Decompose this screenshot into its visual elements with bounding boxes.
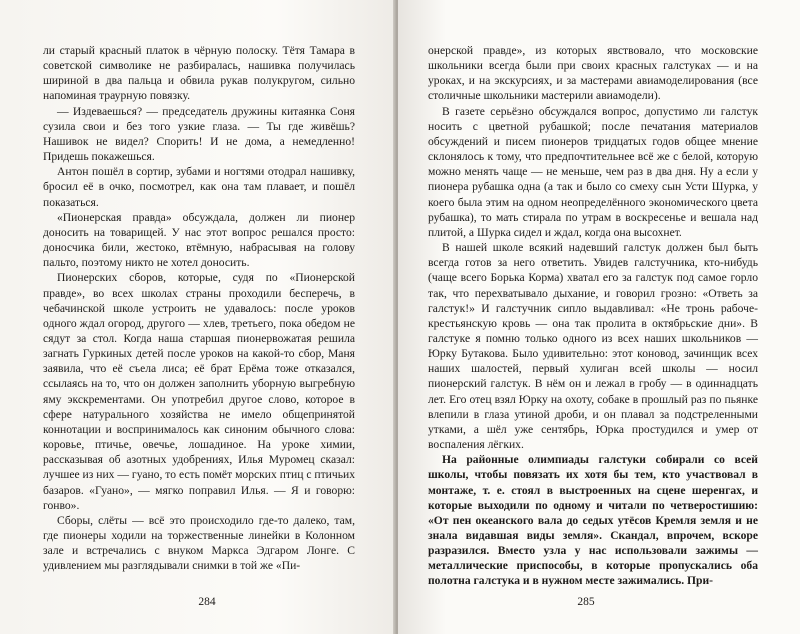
paragraph: онерской правде», из которых явствовало, что московские школьники всегда были при своих красных галстуках — и на уроках, и на экскурсиях, и за мастерами авиамоделирования (все столичные школьники мастерили авиамодели). [428, 44, 758, 103]
left-page [0, 0, 395, 634]
paragraph: Антон пошёл в сортир, зубами и ногтями отодрал нашивку, бросил её в очко, посмотрел, как она там плавает, и пошёл показаться. [43, 165, 355, 209]
paragraph: ли старый красный платок в чёрную полоску. Тётя Тамара в советской символике не разбиралась, нашивка получилась шириной в два пальца и обвила рукав полукругом, сильно напоминая траурную повязку. [43, 44, 355, 103]
paragraph: — Издеваешься? — председатель дружины китаянка Соня сузила свои и без того узкие глаза. — Ты где живёшь? Нашивок не видел? Спорить! И не дома, а немедленно! Придешь покажешься. [43, 104, 355, 164]
left-page-text [43, 43, 355, 573]
page-number: 285 [577, 596, 595, 608]
paragraph: На районные олимпиады галстуки собирали со всей школы, чтобы повязать их хотя бы тем, кто участвовал в монтаже, т. е. стоял в выстроенных на сцене шеренгах, и которые выходили по одному и читали по четверостишию: «От пен океанского вала до седых утёсов Кремля земля и не знала видавшая виды земля». Скандал, впрочем, вскоре разразился. Вместо узла у нас использовали зажимы — металлические приспособы, в которые пропускались оба полотна галстука и в нужном месте зажимались. При- [428, 453, 758, 588]
paragraph: В газете серьёзно обсуждался вопрос, допустимо ли галстук носить с цветной рубашкой; после печатания материалов обсуждений и писем пионеров тридцатых годов общее мнение склонялось к тому, что предпочтительнее всё же с белой, которую можно менять чаще — не меньше, чем раз в два дня. Ну а если у пионера рубашка одна (а так и было со смеху сын Усти Шурка, у коего была этим на одном неопределённого экономического цвета рубашка), то мать стирала по утрам в воскресенье и вешала над плитой, а Шурка сидел и ждал, когда она высохнет. [428, 104, 758, 239]
paragraph: В нашей школе всякий надевший галстук должен был быть всегда готов за него ответить. Увидев галстучника, кто-нибудь (чаще всего Борька Корма) хватал его за галстук под самое горло так, что перехватывало дыхание, и говорил грозно: «Ответь за галстук!» И галстучник сипло выдавливал: «Не тронь рабоче-крестьянскую кровь — она так пролита в октябрьские дни». В галстуке я помню только одного из всех наших школьников — Юрку Бутакова. Было удивительно: этот коновод, зачинщик всех наших шалостей, первый хулиган всей школы — носил пионерский галстук. В нём он и лежал в гробу — в одиннадцать лет. Его отец взял Юрку на охоту, собаке в прошлый раз по пьянке влепили в глаза утиной дроби, и он плавал за подстреленными утками, а шёл уже сентябрь, Юрка простудился и умер от воспаления лёгких. [428, 241, 758, 452]
paragraph: Пионерских сборов, которые, судя по «Пионерской правде», во всех школах страны проходили бесперечь, в чебачинской школе устроить не удавалось: после уроков одного ждал огород, другого — хлев, третьего, пока обедом не сядут за стол. Когда наша старшая пионервожатая решила загнать Гуркиных детей после уроков на какой-то сбор, Маня заявила, что её съела лиса; её брат Ерёма тоже отказался, ссылаясь на то, что он должен заполнить уборную выгребную яму экскрементами. Он употребил другое слово, которое в сфере натурального хозяйства не имело общепринятой коннотации и воспринималось как синоним обычного слова: коровье, птичье, овечье, лошадиное. На уроке химии, рассказывая об азотных удобрениях, Илья Муромец сказал: лучшее из них — гуано, то есть помёт морских птиц с птичьих базаров. «Гуано», — мягко поправил Илья. — Я и говорю: гонво». [43, 271, 355, 512]
page-number: 284 [198, 596, 216, 608]
right-page-text [428, 43, 758, 589]
paragraph: «Пионерская правда» обсуждала, должен ли пионер доносить на товарищей. У нас этот вопрос решался просто: доносчика били, жестоко, втёмную, набрасывая на голову пальто, поэтому никто не хотел доносить. [43, 210, 355, 270]
right-page [398, 0, 800, 634]
paragraph: Сборы, слёты — всё это происходило где-то далеко, там, где пионеры ходили на торжественные линейки в Колонном зале и встречались с внуком Маркса Эдгаром Лонге. С удивлением мы разглядывали снимки в той же «Пи- [43, 513, 355, 573]
